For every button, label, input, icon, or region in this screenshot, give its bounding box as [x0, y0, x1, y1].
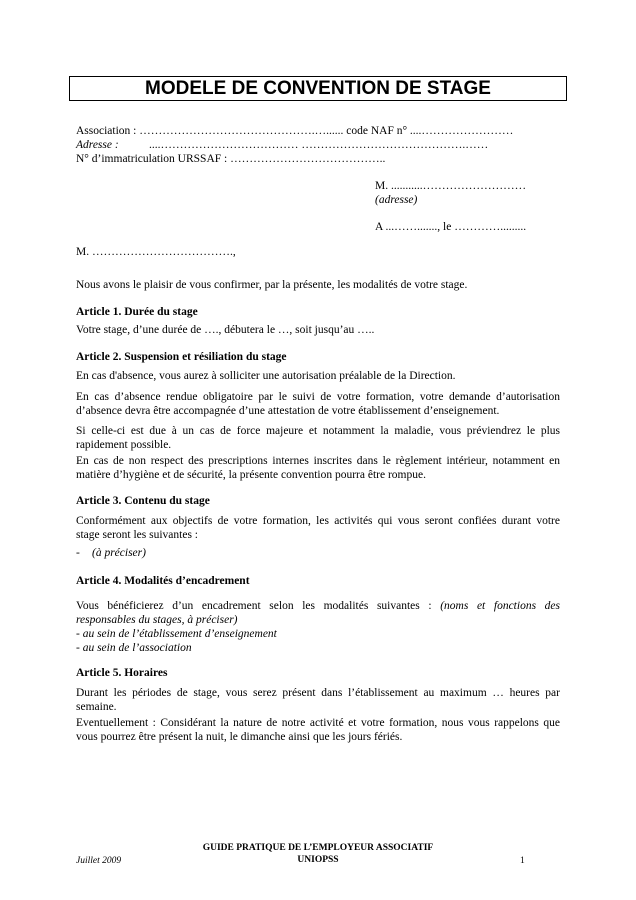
article5-paragraph-1-line-2: semaine. [76, 701, 117, 713]
footer-date: Juillet 2009 [76, 856, 122, 866]
recipient-name: M. ...........……………………… [375, 180, 527, 192]
document-title: MODELE DE CONVENTION DE STAGE [69, 76, 567, 101]
article4-paragraph-1 [76, 599, 560, 655]
article5-paragraph-2-line-1: Eventuellement : Considérant la nature de notre activité et votre formation, nous vous rappelons que [76, 717, 560, 729]
article2-paragraph-2-line-2: d’absence devra être accompagnée d’une attestation de votre établissement d’enseignement. [76, 405, 500, 417]
article2-paragraph-1: En cas d'absence, vous aurez à solliciter une autorisation préalable de la Direction. [76, 370, 456, 382]
article3-heading: Article 3. Contenu du stage [76, 495, 210, 507]
article3-bullet: - [76, 547, 80, 559]
article2-paragraph-3-line-2: rapidement possible. [76, 439, 172, 451]
article4-line1-regular: Vous bénéficierez d’un encadrement selon les modalités suivantes : [76, 600, 432, 612]
footer-page-number: 1 [520, 856, 525, 866]
place-date: A ...……......., le …………......... [375, 221, 527, 233]
article1-heading: Article 1. Durée du stage [76, 306, 198, 318]
urssaf-line: N° d’immatriculation URSSAF : ………………………………….. [76, 153, 386, 165]
article5-paragraph-1-line-1: Durant les périodes de stage, vous serez présent dans l’établissement au maximum … heures par [76, 687, 560, 699]
article4-line1-italic: (noms et fonctions des [440, 600, 561, 612]
footer-organisation: UNIOPSS [297, 855, 339, 865]
footer-guide-title: GUIDE PRATIQUE DE L’EMPLOYEUR ASSOCIATIF [202, 843, 434, 853]
salutation: M. ………………………………., [76, 246, 236, 258]
article5-heading: Article 5. Horaires [76, 667, 168, 679]
article2-paragraph-3 [76, 424, 560, 452]
article1-text: Votre stage, d’une durée de …., débutera le …, soit jusqu’au ….. [76, 324, 375, 336]
article3-bullet-text: (à préciser) [92, 547, 146, 559]
adresse-label: Adresse : [76, 139, 119, 151]
article5-paragraph-1 [76, 686, 560, 714]
article5-paragraph-2 [76, 716, 560, 744]
article4-paragraph-1-line-1 [76, 599, 560, 613]
recipient-address: (adresse) [375, 194, 418, 206]
article4-heading: Article 4. Modalités d’encadrement [76, 575, 250, 587]
article3-paragraph-1-line-2: stage seront les suivantes : [76, 529, 199, 541]
article3-paragraph-1-line-1: Conformément aux objectifs de votre formation, les activités qui vous seront confiées durant votre [76, 515, 560, 527]
article2-paragraph-2 [76, 390, 560, 418]
article2-paragraph-4 [76, 454, 560, 482]
article2-paragraph-2-line-1: En cas d’absence rendue obligatoire par le suivi de votre formation, votre demande d’autorisation [76, 391, 560, 403]
article2-paragraph-4-line-2: matière d’hygiène et de sécurité, la présente convention pourra être rompue. [76, 469, 426, 481]
intro-paragraph: Nous avons le plaisir de vous confirmer, par la présente, les modalités de votre stage. [76, 279, 468, 291]
adresse-value: ....……………………………… …………………………………….…… [149, 139, 489, 151]
article5-paragraph-2-line-2: vous pourrez être présent la nuit, le dimanche ainsi que les jours fériés. [76, 731, 403, 743]
association-line: Association : ……………………………………….…...... code NAF n° ....…………………… [76, 125, 514, 137]
article3-paragraph-1 [76, 514, 560, 542]
article4-item-1: - au sein de l’établissement d’enseignement [76, 628, 277, 640]
article4-item-2: - au sein de l’association [76, 642, 192, 654]
article4-paragraph-1-line-2: responsables du stages, à préciser) [76, 614, 238, 626]
article2-heading: Article 2. Suspension et résiliation du stage [76, 351, 287, 363]
article2-paragraph-4-line-1: En cas de non respect des prescriptions internes inscrites dans le règlement intérieur, notamment en [76, 455, 560, 467]
article2-paragraph-3-line-1: Si celle-ci est due à un cas de force majeure et notamment la maladie, vous préviendrez le plus [76, 425, 560, 437]
